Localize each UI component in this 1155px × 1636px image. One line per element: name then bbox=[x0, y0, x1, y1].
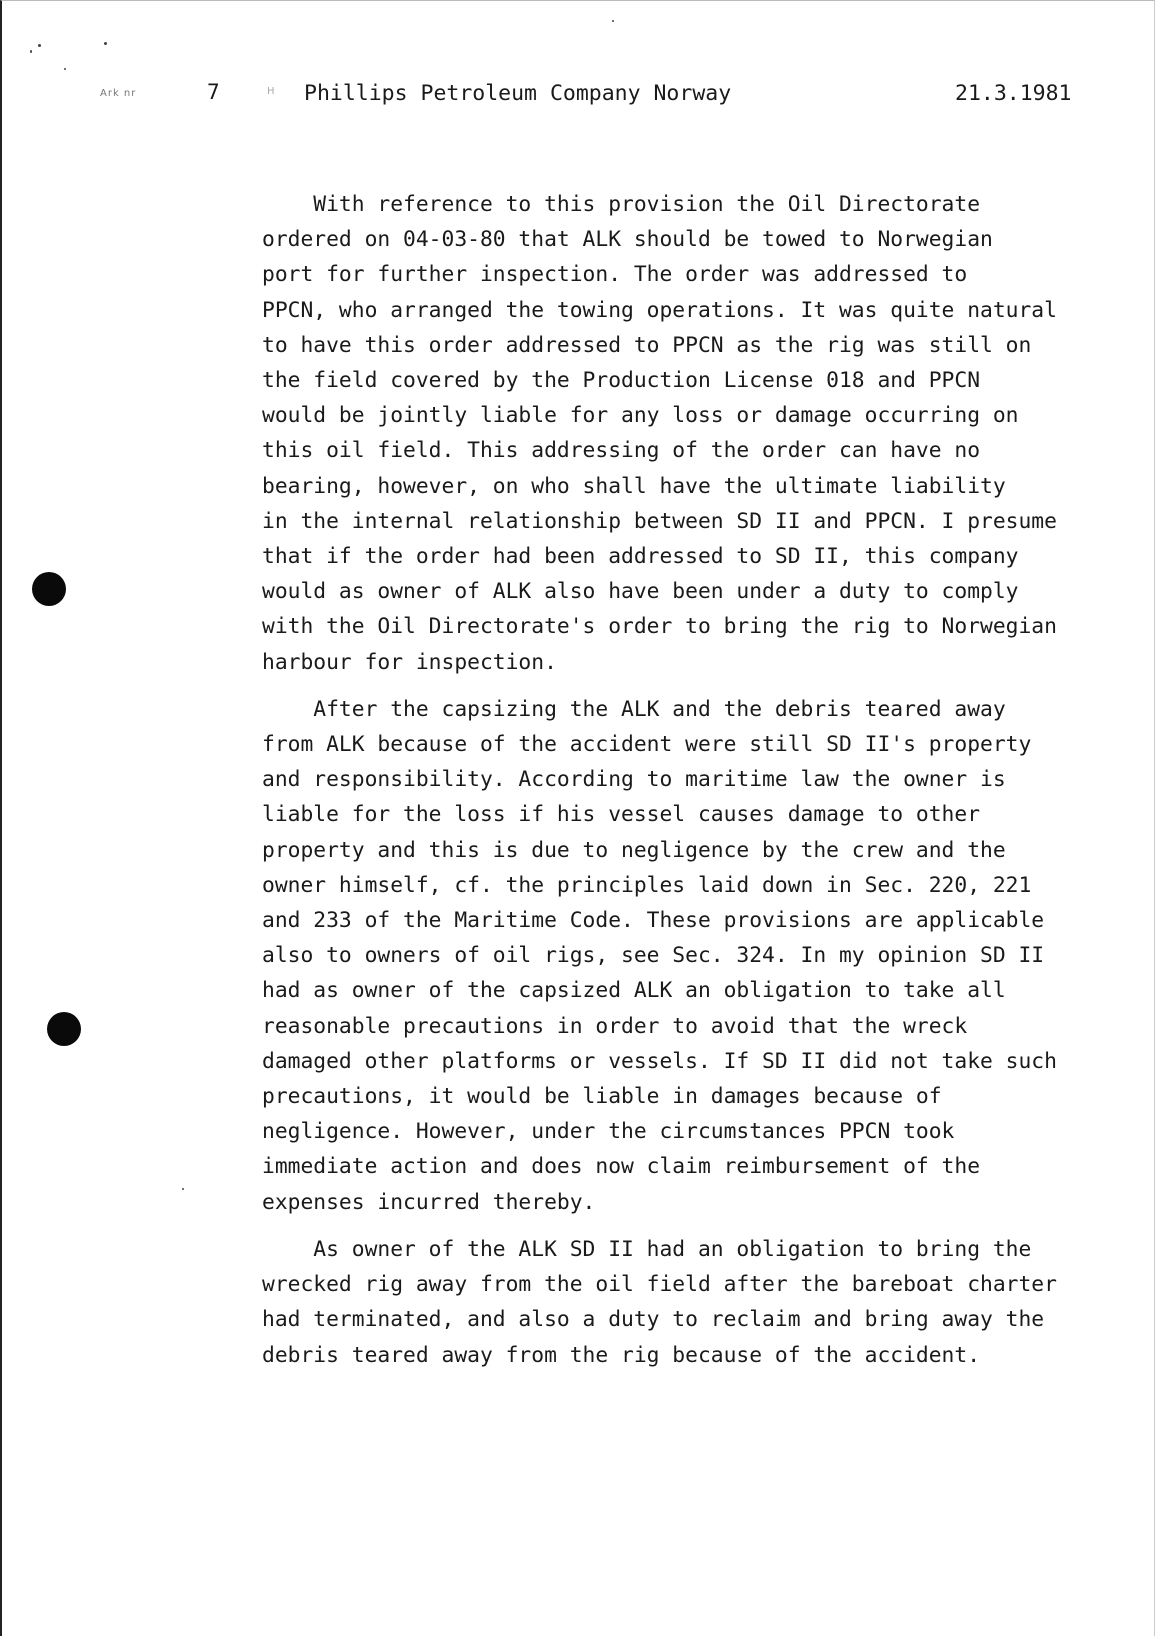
text-line: ordered on 04-03-80 that ALK should be towed to Norwegian bbox=[262, 227, 993, 253]
paragraph bbox=[262, 1232, 1142, 1373]
text-line: property and this is due to negligence by the crew and the bbox=[262, 837, 1006, 863]
text-line: and 233 of the Maritime Code. These provisions are applicable bbox=[262, 908, 1045, 934]
text-line: immediate action and does now claim reimbursement of the bbox=[262, 1154, 981, 1180]
scan-speck bbox=[30, 50, 32, 53]
company-name: Phillips Petroleum Company Norway bbox=[304, 81, 732, 106]
document-date: 21.3.1981 bbox=[955, 81, 1072, 106]
text-line: After the capsizing the ALK and the debris teared away bbox=[262, 696, 1006, 722]
text-line: and responsibility. According to maritime law the owner is bbox=[262, 767, 1006, 793]
text-line: this oil field. This addressing of the order can have no bbox=[262, 438, 981, 464]
text-line: would as owner of ALK also have been under a duty to comply bbox=[262, 579, 1019, 605]
text-line: liable for the loss if his vessel causes damage to other bbox=[262, 802, 981, 828]
archive-number-label: Ark nr bbox=[100, 88, 137, 99]
text-line: precautions, it would be liable in damages because of bbox=[262, 1084, 942, 1110]
text-line: negligence. However, under the circumstances PPCN took bbox=[262, 1119, 955, 1145]
text-line: bearing, however, on who shall have the ultimate liability bbox=[262, 473, 1006, 499]
text-line: in the internal relationship between SD II and PPCN. I presume bbox=[262, 508, 1057, 534]
text-line: had terminated, and also a duty to reclaim and bring away the bbox=[262, 1307, 1045, 1333]
scan-speck bbox=[64, 68, 66, 70]
punch-hole bbox=[47, 1012, 81, 1046]
text-line: would be jointly liable for any loss or damage occurring on bbox=[262, 403, 1019, 429]
text-line: damaged other platforms or vessels. If SD II did not take such bbox=[262, 1048, 1057, 1074]
document-body bbox=[262, 187, 1142, 1373]
text-line: also to owners of oil rigs, see Sec. 324. In my opinion SD II bbox=[262, 943, 1045, 969]
text-line: With reference to this provision the Oil Directorate bbox=[262, 192, 981, 217]
text-line: the field covered by the Production License 018 and PPCN bbox=[262, 368, 981, 394]
header-mark: H bbox=[267, 86, 275, 97]
text-line: expenses incurred thereby. bbox=[262, 1189, 596, 1215]
text-line: PPCN, who arranged the towing operations. It was quite natural bbox=[262, 297, 1057, 323]
text-line: harbour for inspection. bbox=[262, 649, 557, 675]
text-line: had as owner of the capsized ALK an obligation to take all bbox=[262, 978, 1006, 1004]
text-line: that if the order had been addressed to SD II, this company bbox=[262, 544, 1019, 570]
text-line: wrecked rig away from the oil field after the bareboat charter bbox=[262, 1272, 1057, 1298]
paragraph bbox=[262, 187, 1142, 680]
text-line: to have this order addressed to PPCN as the rig was still on bbox=[262, 332, 1032, 358]
text-line: reasonable precautions in order to avoid that the wreck bbox=[262, 1013, 968, 1039]
text-line: port for further inspection. The order was addressed to bbox=[262, 262, 968, 288]
scan-speck bbox=[182, 1188, 184, 1190]
scan-speck bbox=[38, 44, 41, 47]
text-line: debris teared away from the rig because of the accident. bbox=[262, 1342, 981, 1368]
punch-hole bbox=[32, 572, 66, 606]
page-number: 7 bbox=[207, 80, 220, 104]
paragraph bbox=[262, 692, 1142, 1220]
document-header bbox=[0, 80, 1155, 112]
scan-speck bbox=[104, 42, 107, 45]
text-line: owner himself, cf. the principles laid down in Sec. 220, 221 bbox=[262, 872, 1032, 898]
text-line: As owner of the ALK SD II had an obligation to bring the bbox=[262, 1236, 1032, 1262]
scan-speck bbox=[612, 20, 614, 22]
text-line: from ALK because of the accident were still SD II's property bbox=[262, 732, 1032, 758]
text-line: with the Oil Directorate's order to bring the rig to Norwegian bbox=[262, 614, 1057, 640]
